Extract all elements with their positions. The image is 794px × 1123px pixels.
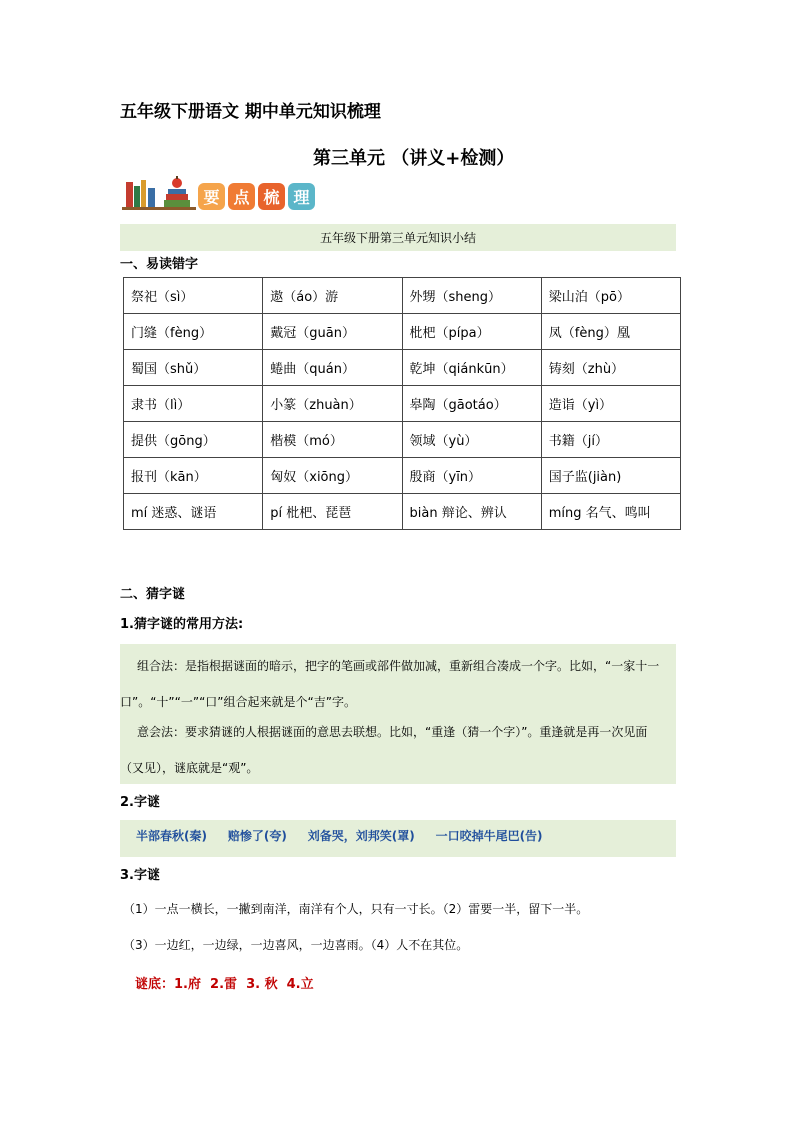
table-cell: 造诣（yì） — [541, 386, 680, 422]
table-cell: 皋陶（gāotáo） — [402, 386, 541, 422]
badge-char-4: 理 — [288, 183, 315, 210]
riddle-answers: 谜底：1.府 2.雷 3. 秋 4.立 — [135, 977, 314, 992]
table-row — [124, 422, 681, 458]
table-cell: 小篆（zhuàn） — [263, 386, 402, 422]
riddles3-heading: 3.字谜 — [120, 868, 160, 883]
table-cell: 外甥（sheng） — [402, 278, 541, 314]
table-cell: 书籍（jí） — [541, 422, 680, 458]
table-row — [124, 278, 681, 314]
riddles3-line1: （1）一点一横长，一撇到南洋，南洋有个人，只有一寸长。（2）雷要一半，留下一半。 — [123, 902, 589, 916]
table-cell: 戴冠（guān） — [263, 314, 402, 350]
table-row — [124, 350, 681, 386]
table-cell: 殷商（yīn） — [402, 458, 541, 494]
table-cell: míng 名气、鸣叫 — [541, 494, 680, 530]
summary-title: 五年级下册第三单元知识小结 — [120, 224, 676, 251]
riddles2-list: 半部春秋(秦) 赔惨了(夸) 刘备哭，刘邦笑(罩) 一口咬掉牛尾巴(告) — [136, 829, 543, 843]
key-points-banner — [198, 183, 315, 210]
unit-subtitle: 第三单元 （讲义+检测） — [313, 148, 515, 169]
table-cell: 梁山泊（pō） — [541, 278, 680, 314]
badge-char-1: 要 — [198, 183, 225, 210]
table-cell: 凤（fèng）凰 — [541, 314, 680, 350]
table-row — [124, 458, 681, 494]
method-combination: 组合法：是指根据谜面的暗示，把字的笔画或部件做加减，重新组合凑成一个字。比如，“一家十一口”。“十”“一”“口”组合起来就是个“吉”字。 — [120, 659, 660, 709]
section1-heading: 一、易读错字 — [120, 257, 199, 272]
table-cell: 国子监(jiàn) — [541, 458, 680, 494]
riddles3-line2: （3）一边红，一边绿，一边喜风，一边喜雨。（4）人不在其位。 — [123, 938, 469, 952]
table-cell: 蜷曲（quán） — [263, 350, 402, 386]
table-cell: mí 迷惑、谜语 — [124, 494, 263, 530]
table-cell: 门缝（fèng） — [124, 314, 263, 350]
table-cell: 提供（gōng） — [124, 422, 263, 458]
table-cell: pí 枇杷、琵琶 — [263, 494, 402, 530]
table-row — [124, 494, 681, 530]
riddles2-heading: 2.字谜 — [120, 795, 160, 810]
method-meaning: 意会法：要求猜谜的人根据谜面的意思去联想。比如，“重逢（猜一个字）”。重逢就是再一次见面（又见），谜底就是“观”。 — [120, 725, 648, 775]
table-cell: 祭祀（sì） — [124, 278, 263, 314]
table-row — [124, 314, 681, 350]
badge-char-2: 点 — [228, 183, 255, 210]
misread-chars-table — [123, 277, 681, 530]
books-icon — [120, 176, 198, 210]
page-title: 五年级下册语文 期中单元知识梳理 — [120, 102, 381, 122]
table-cell: 隶书（lì） — [124, 386, 263, 422]
table-cell: biàn 辩论、辨认 — [402, 494, 541, 530]
riddles2-box — [120, 820, 676, 857]
methods-box — [120, 644, 676, 784]
table-cell: 楷模（mó） — [263, 422, 402, 458]
table-cell: 匈奴（xiōng） — [263, 458, 402, 494]
table-cell: 乾坤（qiánkūn） — [402, 350, 541, 386]
table-cell: 枇杷（pípa） — [402, 314, 541, 350]
section2-heading: 二、猜字谜 — [120, 587, 186, 602]
methods-heading: 1.猜字谜的常用方法: — [120, 617, 244, 632]
table-cell: 报刊（kān） — [124, 458, 263, 494]
table-cell: 遨（áo）游 — [263, 278, 402, 314]
badge-char-3: 梳 — [258, 183, 285, 210]
table-cell: 铸刻（zhù） — [541, 350, 680, 386]
table-cell: 蜀国（shǔ） — [124, 350, 263, 386]
table-row — [124, 386, 681, 422]
table-cell: 领域（yù） — [402, 422, 541, 458]
